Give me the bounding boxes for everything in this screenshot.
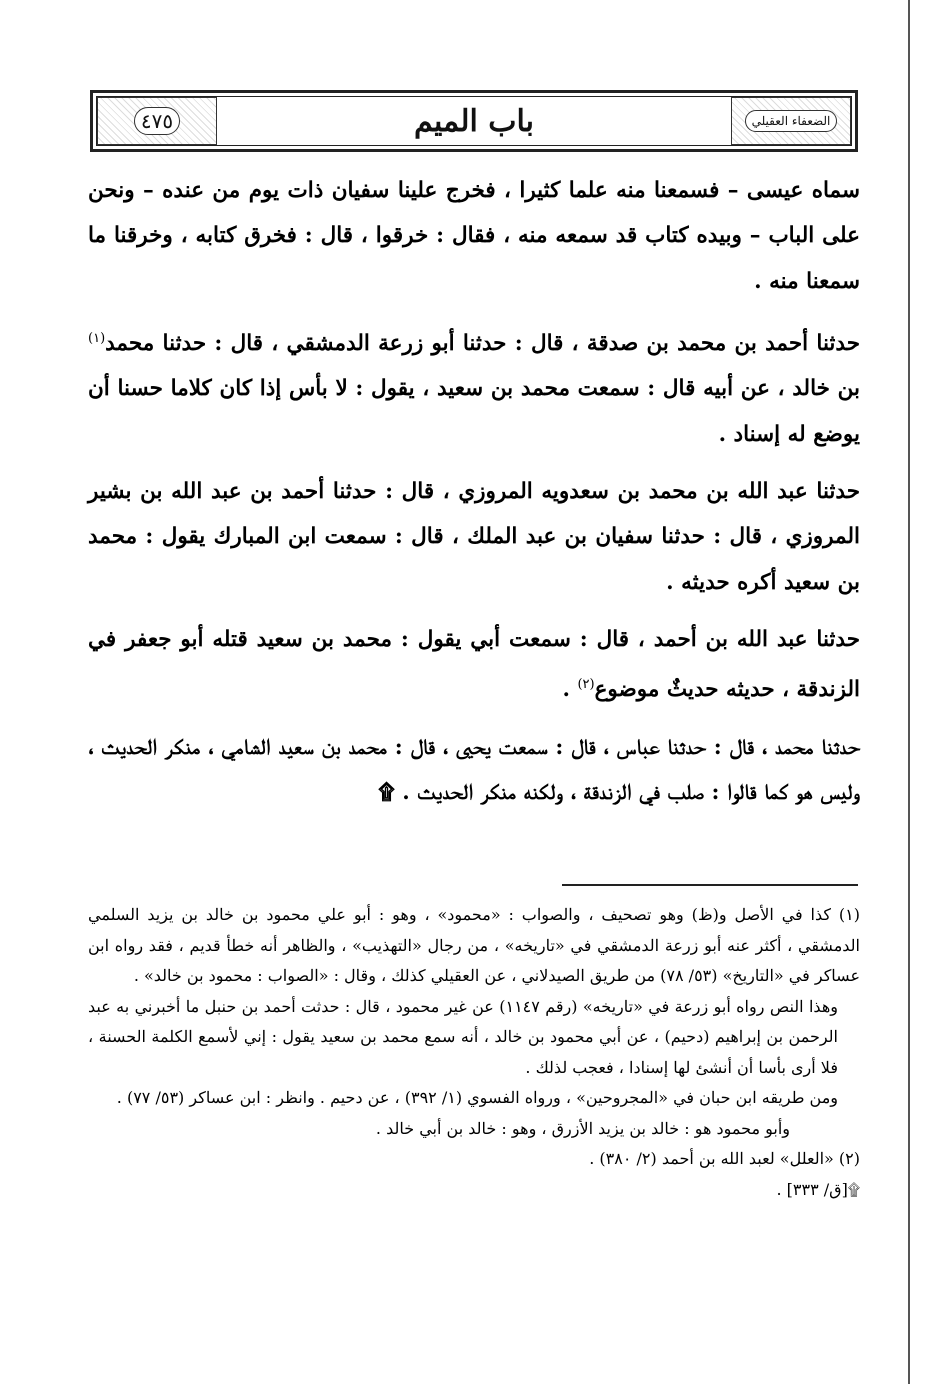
book-emblem-ornament bbox=[731, 97, 851, 145]
footnote-separator bbox=[562, 884, 858, 886]
book-emblem: الضعفاء العقيلي bbox=[745, 110, 838, 132]
folio-reference: ۩[ق/ ٣٣٣] . bbox=[776, 1179, 860, 1199]
paragraph: سماه عيسى – فسمعنا منه علما كثيرا ، فخرج علينا سفيان ذات يوم من عنده – ونحن على الباب – وبيده كتاب قد سمعه منه ، فقال : خرقوا ، قال : فخرق كتابه ، وخرقنا ما سمعنا منه . bbox=[88, 178, 860, 294]
main-text bbox=[88, 168, 860, 827]
footnote-2: (٢) «العلل» لعبد الله بن أحمد (٢/ ٣٨٠) . bbox=[589, 1149, 860, 1168]
page-number: ٤٧٥ bbox=[134, 107, 180, 135]
page-header bbox=[90, 90, 858, 152]
page-edge-rule bbox=[908, 0, 910, 1384]
paragraph: حدثنا عبد الله بن أحمد ، قال : سمعت أبي يقول : محمد بن سعيد قتله أبو جعفر في الزندقة ، حديثه حديثٌ موضوع$^{(٢)}$ . bbox=[88, 626, 860, 703]
footnote-1-cont: وأبو محمود هو : خالد بن يزيد الأزرق ، وهو : خالد بن أبي خالد . bbox=[375, 1118, 790, 1138]
footnote-marker[interactable]: (١) bbox=[88, 330, 106, 346]
paragraph: حدثنا عبد الله بن محمد بن سعدويه المروزي ، قال : حدثنا أحمد بن عبد الله بن بشير المروزي ، قال : حدثنا سفيان بن عبد الملك ، قال : سمعت ابن المبارك يقول : محمد بن سعيد أكره حديثه . bbox=[88, 478, 860, 595]
footnotes bbox=[88, 900, 860, 1205]
paragraph: حدثنا محمد ، قال : حدثنا عباس ، قال : سمعت يحيى ، قال : محمد بن سعيد الشامي ، منكر الحديث ، وليس هو كما قالوا : صلب في الزندقة ، ولكنه منكر الحديث . ۩ bbox=[88, 734, 860, 805]
footnote-1-cont: ومن طريقه ابن حبان في «المجروحين» ، ورواه الفسوي (١/ ٣٩٢) ، عن دحيم . وانظر : ابن عساكر (٥٣/ ٧٧) . bbox=[116, 1088, 838, 1107]
end-mark: ۩ bbox=[378, 779, 395, 805]
footnote-1-cont: وهذا النص رواه أبو زرعة في «تاريخه» (رقم ١١٤٧) عن غير محمود ، قال : حدثت أحمد بن حنبل ما أخبرني به عبد الرحمن بن إبراهيم (دحيم) ، عن أبي محمود بن خالد ، أنه سمع محمد بن سعيد يقول : إني لأسمع الكلمة الحسنة ، فلا أرى بأسا أن أنشئ لها إسنادا ، فعجب لذلك . bbox=[88, 996, 838, 1077]
chapter-title: باب الميم bbox=[413, 103, 534, 139]
footnote-marker[interactable]: (٢) bbox=[577, 677, 595, 693]
footnote-1: (١) كذا في الأصل و(ظ) وهو تصحيف ، والصواب : «محمود» ، وهو : أبو علي محمود بن خالد بن يزيد السلمي الدمشقي ، أكثر عنه أبو زرعة الدمشقي في «تاريخه» ، من رجال «التهذيب» ، والظاهر أنه خطأ قديم ، فقد رواه ابن عساكر في «التاريخ» (٥٣/ ٧٨) من طريق الصيدلاني ، عن العقيلي كذلك ، وقال : «الصواب : محمود بن خالد» . bbox=[88, 905, 860, 985]
page-number-ornament bbox=[97, 97, 217, 145]
paragraph: حدثنا أحمد بن محمد بن صدقة ، قال : حدثنا أبو زرعة الدمشقي ، قال : حدثنا محمد$^{(١)}$ بن خالد ، عن أبيه قال : سمعت محمد بن سعيد ، يقول : لا بأس إذا كان كلاما حسنا أن يوضع له إسناد . bbox=[88, 330, 860, 447]
